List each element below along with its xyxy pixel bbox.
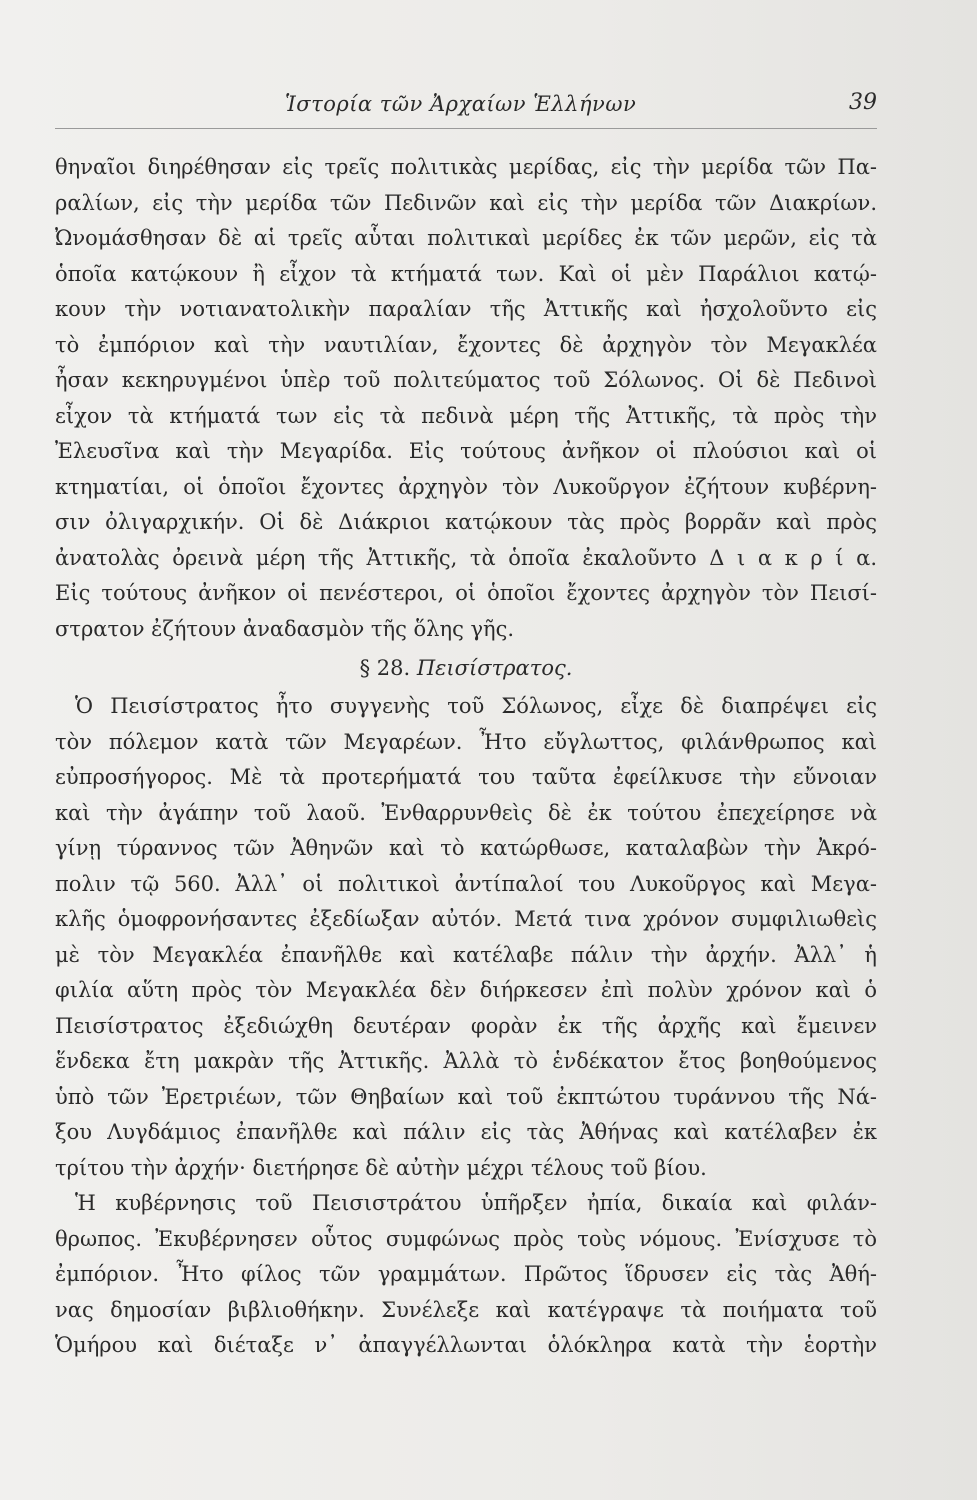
text-line: Ἐλευσῖνα καὶ τὴν Μεγαρίδα. Εἰς τούτους ἀνῆκον οἱ πλούσιοι καὶ οἱ: [55, 439, 877, 463]
text-line: τὸν πόλεμον κατὰ τῶν Μεγαρέων. Ἦτο εὔγλωττος, φιλάνθρωπος καὶ: [55, 729, 877, 754]
text-line: Ὁ Πεισίστρατος ἦτο συγγενὴς τοῦ Σόλωνος, εἶχε δὲ διαπρέψει εἰς: [75, 694, 877, 718]
text-line: ὑπὸ τῶν Ἐρετριέων, τῶν Θηβαίων καὶ τοῦ ἐκπτώτου τυράννου τῆς Νά-: [55, 1084, 877, 1109]
header-rule: [55, 128, 877, 129]
text-line: τρίτου τὴν ἀρχήν· διετήρησε δὲ αὐτὴν μέχρι τέλους τοῦ βίου.: [55, 1155, 707, 1180]
text-line: ἕνδεκα ἔτη μακρὰν τῆς Ἀττικῆς. Ἀλλὰ τὸ ἑνδέκατον ἔτος βοηθούμενος: [55, 1049, 877, 1073]
text-line: Πεισίστρατος ἐξεδιώχθη δευτέραν φορὰν ἐκ τῆς ἀρχῆς καὶ ἔμεινεν: [55, 1013, 877, 1038]
text-line: κουν τὴν νοτιανατολικὴν παραλίαν τῆς Ἀττικῆς καὶ ἠσχολοῦντο εἰς: [55, 297, 877, 321]
text-line: γίνῃ τύραννος τῶν Ἀθηνῶν καὶ τὸ κατώρθωσε, καταλαβὼν τὴν Ἀκρό-: [55, 836, 877, 860]
text-line: θηναῖοι διηρέθησαν εἰς τρεῖς πολιτικὰς μερίδας, εἰς τὴν μερίδα τῶν Πα-: [55, 155, 877, 179]
text-line: Ἡ κυβέρνησις τοῦ Πεισιστράτου ὑπῆρξεν ἠπία, δικαία καὶ φιλάν-: [75, 1191, 877, 1215]
text-line: θρωπος. Ἐκυβέρνησεν οὗτος συμφώνως πρὸς τοὺς νόμους. Ἐνίσχυσε τὸ: [55, 1226, 877, 1251]
text-line: ἐμπόριον. Ἦτο φίλος τῶν γραμμάτων. Πρῶτος ἵδρυσεν εἰς τὰς Ἀθή-: [55, 1262, 877, 1286]
text-line: κτηματίαι, οἱ ὁποῖοι ἔχοντες ἀρχηγὸν τὸν Λυκοῦργον ἐζήτουν κυβέρνη-: [55, 474, 877, 499]
text-line: κλῆς ὁμοφρονήσαντες ἐξεδίωξαν αὐτόν. Μετά τινα χρόνον συμφιλιωθεὶς: [55, 907, 877, 931]
paragraph-2: [55, 689, 877, 1186]
text-line: πολιν τῷ 560. Ἀλλ᾽ οἱ πολιτικοὶ ἀντίπαλοί του Λυκοῦργος καὶ Μεγα-: [55, 871, 877, 896]
text-line: στρατον ἐζήτουν ἀναδασμὸν τῆς ὅλης γῆς.: [55, 616, 515, 641]
running-header: [55, 92, 877, 122]
text-line: Εἰς τούτους ἀνῆκον οἱ πενέστεροι, οἱ ὁποῖοι ἔχοντες ἀρχηγὸν τὸν Πεισί-: [55, 581, 877, 605]
section-title: Πεισίστρατος.: [416, 656, 573, 680]
text-line: ὁποῖα κατῴκουν ἢ εἶχον τὰ κτήματά των. Καὶ οἱ μὲν Παράλιοι κατῴ-: [55, 261, 877, 286]
paragraph-3: [55, 1186, 877, 1364]
text-line: εὐπροσήγορος. Μὲ τὰ προτερήματά του ταῦτα ἐφείλκυσε τὴν εὔνοιαν: [55, 765, 877, 789]
text-line: φιλία αὕτη πρὸς τὸν Μεγακλέα δὲν διήρκεσεν ἐπὶ πολὺν χρόνον καὶ ὁ: [55, 978, 877, 1002]
text-line: τὸ ἐμπόριον καὶ τὴν ναυτιλίαν, ἔχοντες δὲ ἀρχηγὸν τὸν Μεγακλέα: [55, 332, 877, 357]
text-line: νας δημοσίαν βιβλιοθήκην. Συνέλεξε καὶ κατέγραψε τὰ ποιήματα τοῦ: [55, 1297, 877, 1322]
page-number: 39: [849, 90, 877, 115]
text-line: ξου Λυγδάμιος ἐπανῆλθε καὶ πάλιν εἰς τὰς Ἀθήνας καὶ κατέλαβεν ἐκ: [55, 1120, 877, 1144]
text-line: εἶχον τὰ κτήματά των εἰς τὰ πεδινὰ μέρη τῆς Ἀττικῆς, τὰ πρὸς τὴν: [55, 403, 877, 428]
text-line: καὶ τὴν ἀγάπην τοῦ λαοῦ. Ἐνθαρρυνθεὶς δὲ ἐκ τούτου ἐπεχείρησε νὰ: [55, 800, 877, 825]
section-number: § 28.: [359, 656, 411, 680]
text-line: μὲ τὸν Μεγακλέα ἐπανῆλθε καὶ κατέλαβε πάλιν τὴν ἀρχήν. Ἀλλ᾽ ἡ: [55, 942, 877, 967]
running-title: Ἱστορία τῶν Ἀρχαίων Ἑλλήνων: [285, 92, 637, 116]
section-heading: [55, 647, 877, 689]
text-line: Ὁμήρου καὶ διέταξε ν᾽ ἀπαγγέλλωνται ὁλόκληρα κατὰ τὴν ἑορτὴν: [55, 1333, 877, 1357]
text-line: Ὠνομάσθησαν δὲ αἱ τρεῖς αὗται πολιτικαὶ μερίδες ἐκ τῶν μερῶν, εἰς τὰ: [55, 226, 877, 250]
text-line: ἀνατολὰς ὀρεινὰ μέρη τῆς Ἀττικῆς, τὰ ὁποῖα ἐκαλοῦντο Δ ι α κ ρ ί α.: [55, 545, 877, 570]
page-body: [55, 150, 877, 1364]
text-line: ἦσαν κεκηρυγμένοι ὑπὲρ τοῦ πολιτεύματος τοῦ Σόλωνος. Οἱ δὲ Πεδινοὶ: [55, 368, 877, 392]
text-line: ραλίων, εἰς τὴν μερίδα τῶν Πεδινῶν καὶ εἰς τὴν μερίδα τῶν Διακρίων.: [55, 190, 877, 215]
paragraph-1: [55, 150, 877, 647]
text-line: σιν ὀλιγαρχικήν. Οἱ δὲ Διάκριοι κατῴκουν τὰς πρὸς βορρᾶν καὶ πρὸς: [55, 510, 877, 534]
